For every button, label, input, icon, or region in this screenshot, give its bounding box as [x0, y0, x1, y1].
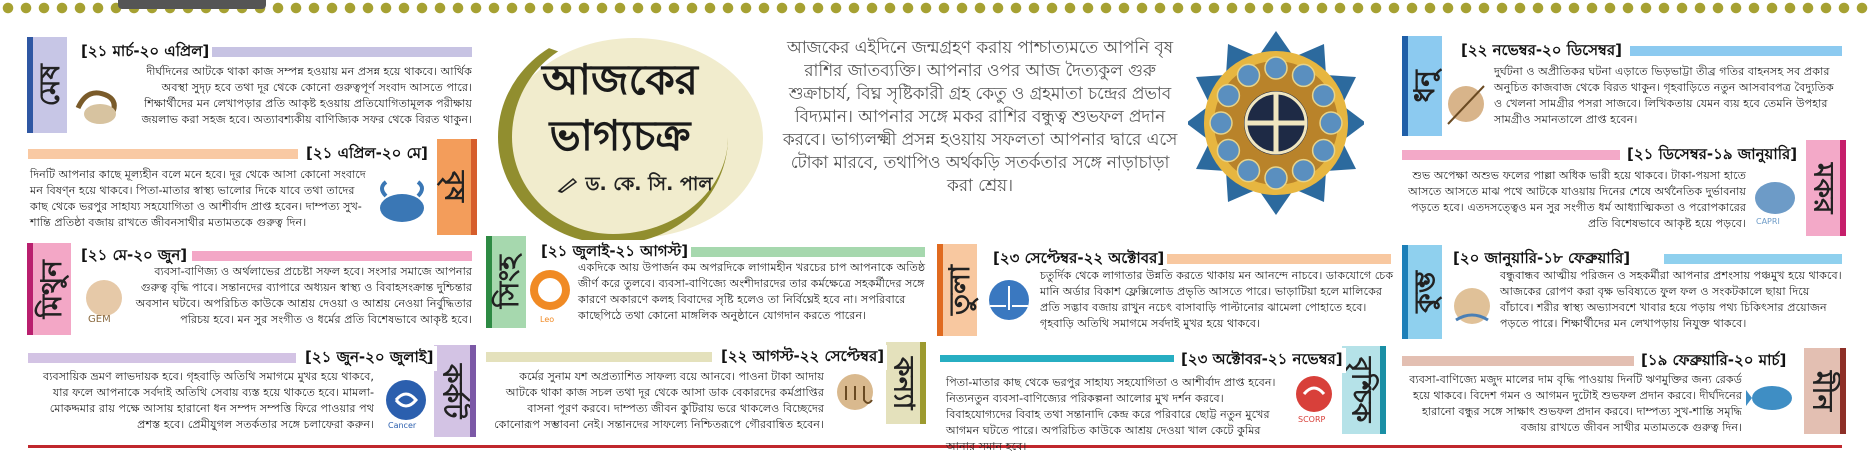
intro-paragraph: আজকের এইদিনে জন্মগ্রহণ করায় পাশ্চাত্যমতে আপনি বৃষ রাশির জাতব্যক্তি। আপনার ওপর আজ দৈত্যকুল গুরু শুক্রাচার্য, বিঘ্ন সৃষ্টিকারী গ্রহ কেতু ও গ্রহমাতা চন্দ্রের প্রভাব বিদ্যমান। আপনার সঙ্গে মকর রাশির বন্ধুত্ব শুভফল প্রদান করবে। ভাগ্যলক্ষ্মী প্রসন্ন হওয়ায় সফলতা আপনার দ্বারে এসে টোকা মারবে, তথাপিও অর্থকড়ি সতর্কতার সঙ্গে নাড়াচাড়া করা শ্রেয়।	[782, 37, 1178, 195]
sign-name: ধনু	[1407, 69, 1441, 103]
svg-text:Leo: Leo	[540, 315, 555, 324]
sign-name: মকর	[1807, 162, 1841, 214]
sign-name: মিথুন	[34, 259, 68, 319]
sign-dates: [২১ জুন-২০ জুলাই]	[302, 346, 437, 371]
sign-stripe	[470, 345, 476, 437]
svg-text:GEM: GEM	[88, 314, 111, 325]
sign-tab-kumbha	[1408, 245, 1442, 339]
date-bar	[192, 251, 472, 261]
svg-text:SCORP: SCORP	[1298, 415, 1326, 424]
date-bar	[210, 47, 472, 57]
sign-description: দিনটি আপনার কাছে মূল্যহীন বলে মনে হবে। দূর থেকে আসা কোনো সংবাদে মন বিষণ্ন হয়ে থাকবে। পিতা-মাতার স্বাস্থ্য ভালোর দিকে যাবে তথা তাদের কাছ থেকে ভরপুর সাহায্য সহযোগিতা ও আশীর্বাদ প্রাপ্ত হবেন। দাম্পত্য সুখ-শান্তি প্রতিষ্ঠা বজায় রাখতে জীবনসাথীর মতামতকে গুরুত্ব দিন।	[30, 168, 366, 229]
sign-dates: [২১ জুলাই-২১ আগস্ট]	[538, 240, 691, 265]
scorpion-icon	[1290, 372, 1338, 424]
sign-tab-mithun	[33, 243, 71, 335]
scales-icon	[980, 276, 1038, 330]
sign-description: ব্যবসা-বাণিজ্যে মজুদ মালের দাম বৃদ্ধি পাওয়ায় দিনটি ঋণমুক্তির জন্য রেকর্ড হয়ে থাকবে। বিদেশ গমন ও আগমন দুটোই শুভফল প্রদান করবে। দীর্ঘদিনের হারানো বন্ধুর সঙ্গে সাক্ষাৎ শুভফল প্রদান করবে। দাম্পত্য সুখ-শান্তি সমৃদ্ধি বজায় রাখতে জীবন সাথীর মতামতকে গুরুত্ব দিন।	[1409, 373, 1742, 434]
date-bar	[1402, 150, 1620, 160]
sign-stripe	[1840, 140, 1846, 236]
sign-name: মেষ	[32, 63, 66, 107]
date-bar	[685, 247, 925, 257]
top-dark-strip	[118, 0, 266, 9]
sign-tab-meen	[1804, 348, 1840, 434]
sign-tab-tula	[943, 244, 977, 336]
sign-dates: [২২ নভেম্বর-২০ ডিসেম্বর]	[1458, 39, 1625, 64]
author-byline	[540, 170, 730, 202]
sign-dates: [২১ ডিসেম্বর-১৯ জানুয়ারি]	[1624, 143, 1800, 168]
svg-text:CAPRI: CAPRI	[1756, 217, 1780, 226]
archer-icon	[1440, 78, 1492, 132]
sign-stripe	[1380, 346, 1386, 434]
sign-description: বন্ধুবান্ধব আত্মীয় পরিজন ও সহকর্মীরা আপনার প্রশংসায় পঞ্চমুখ হয়ে থাকবে। আজকের রোপণ করা বৃক্ষ ভবিষ্যতে ফুল ফল ও সংকটকালে ছায়া দিয়ে বাঁচাবে। শরীর স্বাস্থ্য অভ্যাসবশে খাবার হয়ে পড়ায় পথ্য চিকিৎসার প্রয়োজন পড়তে পারে। শিক্ষার্থীদের মন লেখাপড়ায় নিযুক্ত থাকবে।	[1500, 269, 1842, 330]
sign-tab-karkat	[434, 345, 470, 437]
sign-name: কুম্ভ	[1407, 271, 1441, 313]
sign-dates: [২২ আগস্ট-২২ সেপ্টেম্বর]	[718, 345, 887, 370]
sign-dates: [২১ মার্চ-২০ এপ্রিল]	[78, 40, 212, 65]
sign-description: ব্যবসা-বাণিজ্য ও অর্থলাভের প্রচেষ্টা সফল হবে। সংসার সমাজে আপনার গুরুত্ব বৃদ্ধি পাবে। সন্তানদের ব্যাপারে অধ্যয়ন স্বাস্থ্য ও বিবাহসংক্রান্ত দুশ্চিন্তার অবসান ঘটবে। অপরিচিত কাউকে আশ্রয় দেওয়া ও আশ্রয় নেওয়া নির্বুদ্ধিতার পরিচয় হবে। মন সুর সংগীত ও ধর্মের প্রতি বিশেষভাবে আকৃষ্ট হবে।	[135, 265, 472, 326]
sign-description: শুভ অপেক্ষা অশুভ ফলের পাল্লা অধিক ভারী হয়ে থাকবে। টাকা-পয়সা হাতে আসতে আসতে মাঝ পথে আটকে যাওয়ায় দিনের শেষে অর্থনৈতিক দুর্ভাবনায় পড়তে হবে। এতদসত্ত্বেও মন সুর সংগীত ধর্ম আধ্যাত্মিকতা ও পরোপকারের প্রতি বিশেষভাবে আকৃষ্ট হয়ে পড়বে।	[1408, 169, 1746, 230]
water-bearer-icon	[1446, 280, 1498, 336]
sign-name: সিংহ	[491, 255, 525, 309]
sign-description: চতুর্দিক থেকে লাগাতার উন্নতি করতে থাকায় মন আনন্দে নাচবে। ডাকযোগে চেক মানি অর্ডার বিকাশ ফ্লেক্সিলোড প্রভৃতি আসতে পারে। ভাড়াটিয়া হলে মালিকের প্রতি সদ্ভাব বজায় রাখুন নচেৎ বাসাবাড়ি পাল্টানোর ঝামেলা পোহাতে হবে। গৃহবাড়ি অতিথি সমাগমে সর্বদাই মুখর হয়ে থাকবে।	[1040, 269, 1394, 330]
date-bar	[1167, 254, 1391, 264]
sign-description: পিতা-মাতার কাছ থেকে ভরপুর সাহায্য সহযোগিতা ও আশীর্বাদ প্রাপ্ত হবেন। নিত্যনতুন ব্যবসা-বাণিজ্যের পরিকল্পনা আলোর মুখ দর্শন করবে। বিবাহযোগ্যদের বিবাহ তথা সন্তানাদি কেন্দ্র করে পরিবারে ছোট্ট নতুন মুখের আগমন ঘটতে পারে। অপরিচিত কাউকে আশ্রয় দেওয়া খাল কেটে কুমির আনার সমান হবে।	[946, 376, 1276, 453]
sign-stripe	[1840, 348, 1846, 434]
sign-dates: [২০ জানুয়ারি-১৮ ফেব্রুয়ারি]	[1450, 247, 1633, 272]
sign-description: কর্মের সুনাম যশ অপ্রত্যাশিত সাফল্য বয়ে আনবে। পাওনা টাকা আদায় আটকে থাকা কাজ সচল তথা দূর থেকে আসা ডাক বেকারদের কর্মপ্রাপ্তির বাসনা পূরণ করবে। দাম্পত্য জীবন কুটিরায় ভরে থাকলেও বিচ্ছেদের কোনোরূপ সম্ভাবনা নেই। সন্তানদের সাফল্যে নিশ্চিতরূপে গৌরবান্বিত হবেন।	[494, 370, 824, 431]
date-bar	[1664, 254, 1842, 264]
svg-text:Cancer: Cancer	[388, 421, 417, 430]
date-bar	[1630, 46, 1842, 56]
bull-icon	[374, 178, 430, 228]
date-bar	[28, 149, 298, 159]
sign-dates: [২১ এপ্রিল-২০ মে]	[303, 142, 431, 167]
page-title	[520, 52, 720, 164]
sign-tab-singha	[492, 236, 526, 328]
fish-icon	[1744, 374, 1800, 424]
sign-description: দুর্ঘটনা ও অপ্রীতিকর ঘটনা এড়াতে ভিড়ভাট্টা তীব্র গতির বাহনসহ সব প্রকার অনুচিত কাজবাজ থেকে বিরত থাকুন। গৃহবাড়িতে নতুন আসবাবপত্র বৈদ্যুতিক ও খেলনা সামগ্রীর পসরা সাজবে। লিখিকতায় যেমন ব্যয় হবে তেমনি উপহার সামগ্রীও সমানতালে প্রাপ্ত হবেন।	[1494, 65, 1834, 126]
ram-icon	[70, 78, 122, 128]
virgo-icon	[828, 368, 882, 422]
sign-dates: [২৩ সেপ্টেম্বর-২২ অক্টোবর]	[990, 247, 1167, 272]
date-bar	[940, 355, 1174, 362]
author-name: ড. কে. সি. পাল	[585, 173, 713, 195]
date-bar	[1402, 356, 1634, 366]
sign-description: দীর্ঘদিনের আটকে থাকা কাজ সম্পন্ন হওয়ায় মন প্রসন্ন হয়ে থাকবে। আর্থিক অবস্থা সুদৃঢ় হবে তথা দূর থেকে কোনো গুরুত্বপূর্ণ সংবাদ আসতে পারে। শিক্ষার্থীদের মন লেখাপড়ার প্রতি আকৃষ্ট হওয়ায় প্রতিযোগিতামূলক পরীক্ষায় জয়লাভ করা সহজ হবে। অত্যাবশ্যকীয় বাণিজ্যিক সফর থেকে বিরত থাকুন।	[141, 65, 472, 126]
sign-tab-kanya	[886, 342, 920, 424]
date-bar	[28, 353, 296, 363]
sign-tab-makar	[1806, 140, 1840, 236]
sign-description: ব্যবসায়িক ভ্রমণ লাভদায়ক হবে। গৃহবাড়ি অতিথি সমাগমে মুখর হয়ে থাকবে, যার ফলে আপনাকে সর্বদাই অতিথি সেবায় ব্যস্ত হয়ে থাকতে হবে। মামলা-মোকদ্দমার রায় পক্ষে আসায় হারানো ধন সম্পদ সম্পত্তি ফিরে পাওয়ার পথ প্রশস্ত হবে। প্রেমীযুগল সতর্কতার সঙ্গে চলাফেরা করুন।	[43, 370, 374, 431]
goat-icon	[1748, 172, 1802, 228]
sign-tab-brischik	[1342, 346, 1380, 434]
bottom-red-rule	[28, 445, 1842, 448]
sign-name: তুলা	[942, 265, 976, 315]
sign-stripe	[920, 342, 926, 424]
date-bar	[486, 352, 712, 362]
sign-name: বৃশ্চিক	[1345, 357, 1379, 423]
sign-dates: [১৯ ফেব্রুয়ারি-২০ মার্চ]	[1638, 349, 1789, 374]
sign-tab-mesh	[33, 37, 67, 133]
title-line-1: আজকের	[542, 55, 698, 104]
sign-tab-brish	[437, 139, 471, 235]
sign-tab-dhanu	[1408, 36, 1442, 136]
sign-name: বৃষ	[438, 171, 472, 203]
lion-icon	[528, 268, 572, 326]
twins-icon	[76, 272, 132, 328]
sign-name: কর্কট	[436, 363, 470, 419]
pen-icon	[557, 177, 579, 193]
sign-dates: [২১ মে-২০ জুন]	[78, 244, 190, 269]
sign-name: কন্যা	[887, 356, 921, 410]
sign-name: মীন	[1806, 370, 1840, 412]
sign-dates: [২৩ অক্টোবর-২১ নভেম্বর]	[1178, 348, 1346, 373]
zodiac-wheel-image	[1188, 30, 1364, 216]
dotted-top-border	[0, 0, 1869, 16]
crab-icon	[382, 378, 430, 430]
sign-stripe	[471, 139, 477, 235]
sign-description: একদিকে আয় উপার্জন কম অপরদিকে লাগামহীন খরচের চাপ আপনাকে অতিষ্ঠ জীর্ণ করে তুলবে। ব্যবসা-বাণিজ্যে অংশীদারদের তার কর্মক্ষেত্রে সহকর্মীদের সঙ্গে কারণে অকারণে কলহ বিবাদের সৃষ্টি হলেও তা নির্বিঘ্নেই হবে না। সপরিবারে কাছেপিঠে তথা কোনো মাঙ্গলিক অনুষ্ঠানে যোগদান করতে পারেন।	[578, 261, 926, 322]
title-line-2: ভাগ্যচক্র	[549, 111, 691, 160]
